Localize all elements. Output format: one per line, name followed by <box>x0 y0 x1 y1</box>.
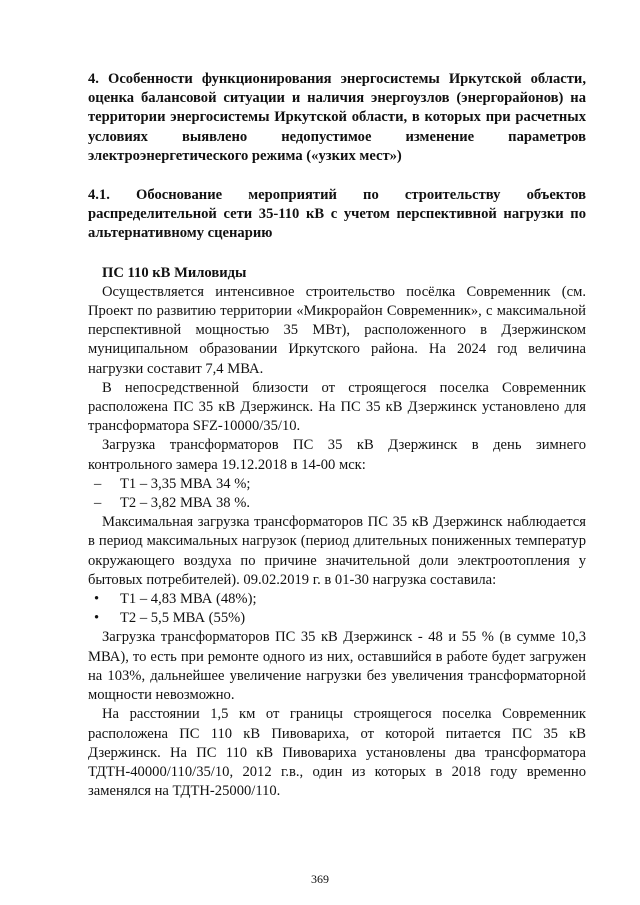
bullet-list <box>88 590 586 628</box>
paragraph-1: Осуществляется интенсивное строительство посёлка Современник (см. Проект по развитию территории «Микрорайон Современник», с максимальной перспективной мощностью 35 МВт), расположенного в Дзержинском муниципальном образовании Иркутского района. На 2024 год величина нагрузки составит 7,4 МВА. <box>88 283 586 377</box>
section-heading: 4. Особенности функционирования энергосистемы Иркутской области, оценка балансовой ситуации и наличия энергоузлов (энергорайонов) на территории энергосистемы Иркутской области, в которых при расчетных условиях выявлено недопустимое изменение параметров электроэнергетического режима («узких мест») <box>88 71 586 164</box>
dash-marker: – <box>94 495 102 512</box>
paragraph-4: Максимальная загрузка трансформаторов ПС 35 кВ Дзержинск наблюдается в период максимальных нагрузок (период длительных пониженных температур окружающего воздуха по причине значительной доли электроотопления у бытовых потребителей). 09.02.2019 г. в 01-30 нагрузка составила: <box>88 514 586 588</box>
list-item: – Т1 – 3,35 МВА 34 %; <box>88 475 586 494</box>
list-item: – Т2 – 3,82 МВА 38 %. <box>88 494 586 513</box>
paragraph-3: Загрузка трансформаторов ПС 35 кВ Дзержинск в день зимнего контрольного замера 19.12.2018 в 14-00 мск: <box>88 437 586 473</box>
bullet-marker: • <box>94 591 100 608</box>
list-item: • Т2 – 5,5 МВА (55%) <box>88 609 586 628</box>
list-item: • Т1 – 4,83 МВА (48%); <box>88 590 586 609</box>
dash-list <box>88 475 586 513</box>
bullet-marker: • <box>94 610 100 627</box>
dash-marker: – <box>94 475 102 492</box>
paragraph-2: В непосредственной близости от строящегося поселка Современник расположена ПС 35 кВ Дзержинск. На ПС 35 кВ Дзержинск установлено для трансформатора SFZ-10000/35/10. <box>88 379 586 435</box>
substation-heading: ПС 110 кВ Миловиды <box>102 264 247 281</box>
paragraph-5: Загрузка трансформаторов ПС 35 кВ Дзержинск - 48 и 55 % (в сумме 10,3 МВА), то есть при ремонте одного из них, оставшийся в работе будет загружен на 103%, дальнейшее увеличение нагрузки без увеличения трансформаторной мощности невозможно. <box>88 629 586 704</box>
page-content <box>88 70 586 801</box>
page-number: 369 <box>311 872 329 886</box>
paragraph-6: На расстоянии 1,5 км от границы строящегося поселка Современник расположена ПС 110 кВ Пивовариха, от которой питается ПС 35 кВ Дзержинск. На ПС 110 кВ Пивовариха установлены два трансформатора ТДТН-40000/110/35/10, 2012 г.в., один из которых в 2018 году временно заменялся на ТДТН-25000/110. <box>88 706 586 800</box>
subsection-heading: 4.1. Обоснование мероприятий по строительству объектов распределительной сети 35-110 кВ с учетом перспективной нагрузки по альтернативному сценарию <box>88 187 586 242</box>
